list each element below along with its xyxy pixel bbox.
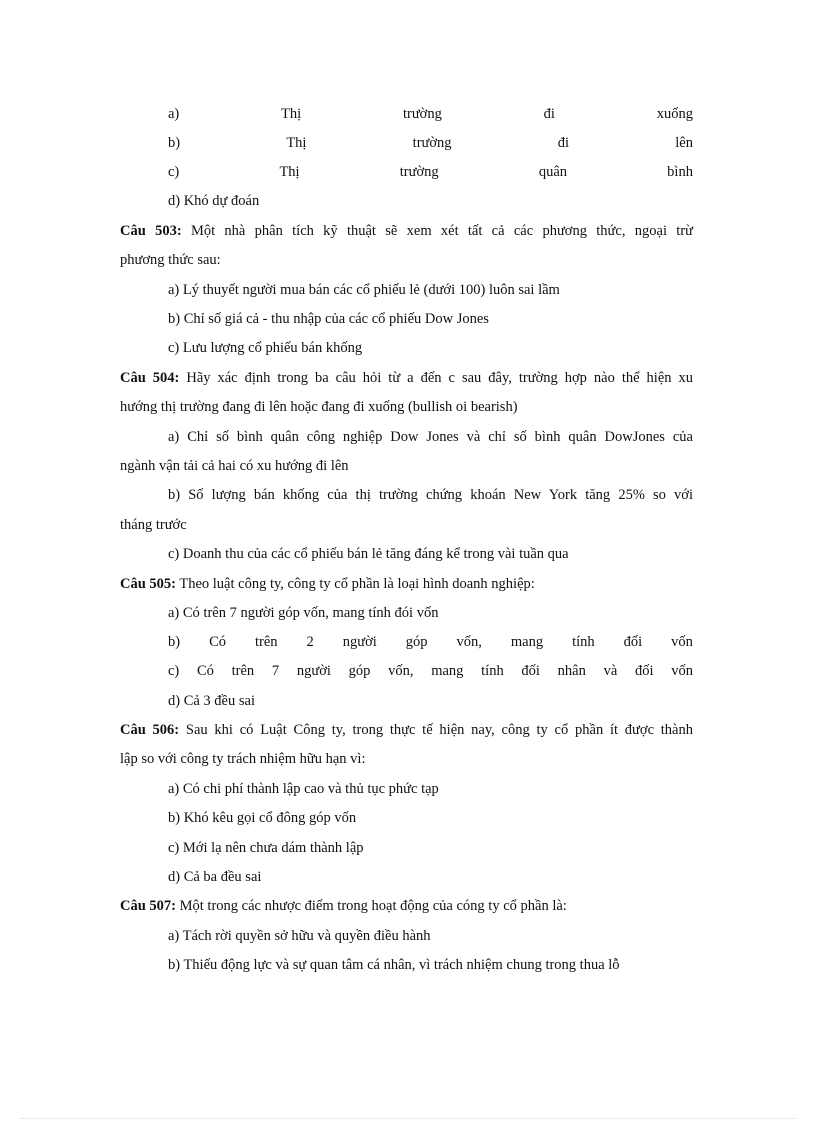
q503-option-b: b) Chỉ số giá cả - thu nhập của các cổ phiếu Dow Jones	[168, 311, 489, 327]
word: 7	[271, 663, 280, 679]
q502-option-d: d) Khó dự đoán	[168, 193, 260, 209]
option-marker: c)	[168, 164, 180, 180]
question-label: Câu 507:	[120, 898, 176, 914]
option-marker: b)	[168, 634, 181, 650]
word: tính	[481, 663, 504, 679]
word: quân	[538, 164, 567, 180]
word: vốn	[671, 634, 693, 650]
word: trường	[402, 106, 442, 122]
word: góp	[348, 663, 371, 679]
word: đối	[521, 663, 540, 679]
word: Thị	[281, 106, 302, 122]
q506-question-cont: lập so với công ty trách nhiệm hữu hạn vì:	[120, 751, 366, 767]
question-text: Một trong các nhược điểm trong hoạt động của cóng ty cổ phần là:	[176, 898, 567, 914]
page-bottom-divider	[20, 1118, 796, 1119]
q504-option-b: b) Số lượng bán khống của thị trường chứng khoán New York tăng 25% so với	[168, 487, 693, 503]
option-marker: a)	[168, 106, 180, 122]
word: bình	[667, 164, 693, 180]
q504-question	[120, 369, 693, 387]
q506-option-d: d) Cả ba đều sai	[168, 869, 262, 885]
q506-question	[120, 721, 693, 739]
q507-option-b: b) Thiếu động lực và sự quan tâm cá nhân, vì trách nhiệm chung trong thua lỗ	[168, 957, 620, 973]
q505-option-d: d) Cả 3 đều sai	[168, 693, 255, 709]
word: và	[603, 663, 618, 679]
q503-question-cont: phương thức sau:	[120, 252, 221, 268]
q504-question-cont: hướng thị trường đang đi lên hoặc đang đi xuống (bullish oi bearish)	[120, 399, 518, 415]
word: đối	[634, 663, 654, 679]
option-marker: b)	[168, 135, 181, 151]
q503-option-c: c) Lưu lượng cổ phiếu bán khống	[168, 340, 363, 356]
question-label: Câu 504:	[120, 370, 180, 386]
q502-option-a	[168, 105, 693, 123]
word: tính	[572, 634, 595, 650]
word: mang	[510, 634, 544, 650]
option-marker: c)	[168, 663, 180, 679]
question-text: Một nhà phân tích kỹ thuật sẽ xem xét tất cả các phương thức, ngoại trừ	[181, 223, 693, 239]
q506-option-b: b) Khó kêu gọi cổ đông góp vốn	[168, 810, 357, 826]
q506-option-a: a) Có chi phí thành lập cao và thủ tục phức tạp	[168, 781, 439, 797]
question-text: Hãy xác định trong ba câu hỏi từ a đến c sau đây, trường hợp nào thể hiện xu	[179, 370, 693, 386]
word: Có	[209, 634, 226, 650]
question-label: Câu 503:	[120, 223, 182, 239]
q504-option-c: c) Doanh thu của các cổ phiếu bán lẻ tăng đáng kể trong vài tuần qua	[168, 546, 569, 562]
word: người	[296, 663, 331, 679]
question-text: Sau khi có Luật Công ty, trong thực tế hiện nay, công ty cổ phần ít được thành	[179, 722, 693, 738]
word: vốn,	[456, 634, 482, 650]
word: người	[342, 634, 377, 650]
word: đối	[623, 634, 643, 650]
word: đi	[543, 106, 555, 122]
word: vốn,	[388, 663, 414, 679]
word: mang	[431, 663, 464, 679]
q502-option-c	[168, 163, 693, 181]
word: Có	[196, 663, 214, 679]
q504-option-a-cont: ngành vận tải cả hai có xu hướng đi lên	[120, 458, 349, 474]
word: Thị	[279, 164, 300, 180]
word: nhân	[557, 663, 586, 679]
word: góp	[405, 634, 428, 650]
word: lên	[675, 135, 693, 151]
question-text: Theo luật công ty, công ty cổ phần là loại hình doanh nghiệp:	[176, 576, 535, 592]
q504-option-a: a) Chỉ số bình quân công nghiệp Dow Jones và chỉ số bình quân DowJones của	[168, 429, 693, 445]
word: trên	[254, 634, 278, 650]
q503-question	[120, 222, 693, 240]
question-label: Câu 506:	[120, 722, 180, 738]
q503-option-a: a) Lý thuyết người mua bán các cổ phiếu lẻ (dưới 100) luôn sai lầm	[168, 282, 560, 298]
q505-option-a: a) Có trên 7 người góp vốn, mang tính đói vốn	[168, 605, 439, 621]
word: trên	[231, 663, 255, 679]
q505-option-c	[168, 662, 693, 680]
q507-option-a: a) Tách rời quyền sở hữu và quyền điều hành	[168, 928, 431, 944]
word: Thị	[286, 135, 307, 151]
word: xuống	[656, 106, 693, 122]
q504-option-b-cont: tháng trước	[120, 517, 187, 533]
word: vốn	[671, 663, 693, 679]
q506-option-c: c) Mới lạ nên chưa dám thành lập	[168, 840, 364, 856]
word: đi	[557, 135, 570, 151]
word: 2	[306, 634, 314, 650]
word: trường	[399, 164, 439, 180]
question-label: Câu 505:	[120, 576, 176, 592]
q505-option-b	[168, 633, 693, 651]
q507-question	[120, 897, 693, 915]
q505-question	[120, 575, 693, 593]
word: trường	[412, 135, 452, 151]
q502-option-b	[168, 134, 693, 152]
